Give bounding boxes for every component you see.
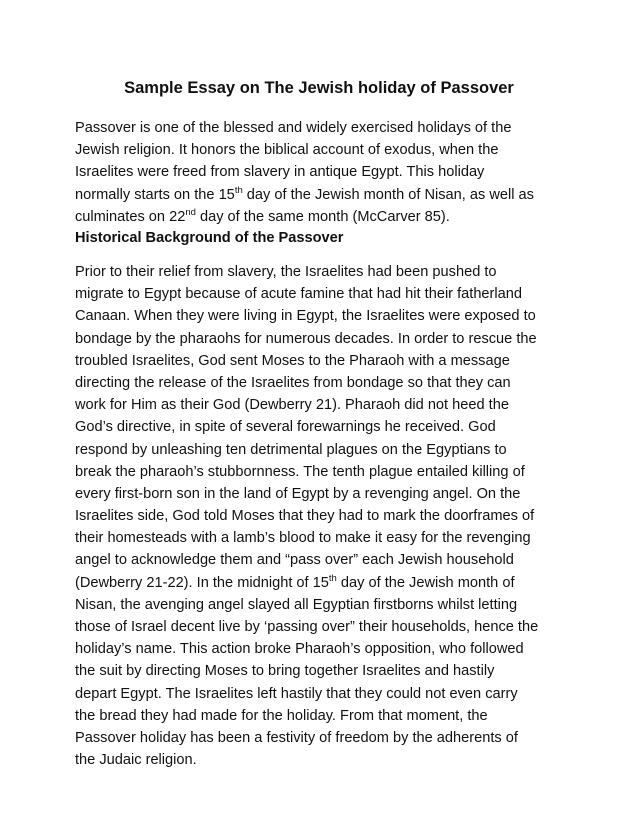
essay-title: Sample Essay on The Jewish holiday of Passover [124,79,514,97]
body-line-text: (Dewberry 21-22). In the midnight of 15 [75,574,329,591]
intro-line-text: day of the same month (McCarver 85). [195,208,450,225]
body-line: Prior to their relief from slavery, the Israelites had been pushed to [75,264,497,280]
body-line: Nisan, the avenging angel slayed all Egyptian firstborns whilst letting [75,596,518,613]
body-line: depart Egypt. The Israelites left hastily that they could not even carry [75,685,518,702]
body-paragraph [75,261,575,771]
body-line: migrate to Egypt because of acute famine that had hit their fatherland [75,286,523,303]
body-line: every first-born son in the land of Egypt by a revenging angel. On the [75,485,521,502]
intro-line-text: day of the Jewish month of Nisan, as well as [242,186,534,203]
body-line [75,572,575,594]
body-line: break the pharaoh’s stubbornness. The tenth plague entailed killing of [75,463,525,480]
ordinal-suffix: th [328,572,337,584]
intro-line [75,206,575,228]
intro-line-text: normally starts on the 15 [75,186,235,203]
body-line: Canaan. When they were living in Egypt, the Israelites were exposed to [75,308,536,325]
intro-paragraph [75,117,575,228]
body-line: troubled Israelites, God sent Moses to the Pharaoh with a message [75,352,510,369]
ordinal-suffix: th [234,184,243,196]
body-line: work for Him as their God (Dewberry 21). Pharaoh did not heed the [75,397,509,414]
body-line: the Judaic religion. [75,752,197,769]
body-line: angel to acknowledge them and “pass over” each Jewish household [75,552,514,569]
body-line: their homesteads with a lamb’s blood to make it easy for the revenging [75,530,531,547]
body-line: respond by unleashing ten detrimental plagues on the Egyptians to [75,441,507,458]
body-line: bondage by the pharaohs for numerous decades. In order to rescue the [75,330,537,347]
body-line: the suit by directing Moses to bring together Israelites and hastily [75,663,495,680]
ordinal-suffix: nd [185,206,196,218]
body-line: God’s directive, in spite of several forewarnings he received. God [75,419,496,436]
intro-line [75,184,575,206]
body-line: holiday’s name. This action broke Pharaoh’s opposition, who followed [75,641,524,658]
body-line: the bread they had made for the holiday. From that moment, the [75,707,488,724]
intro-line: Passover is one of the blessed and widely exercised holidays of the [75,120,512,136]
body-line-text: day of the Jewish month of [336,574,515,591]
body-line: Passover holiday has been a festivity of freedom by the adherents of [75,729,518,746]
section-heading: Historical Background of the Passover [75,230,344,246]
body-line: Israelites side, God told Moses that they had to mark the doorframes of [75,508,535,525]
body-line: those of Israel decent live by ‘passing over” their households, hence the [75,619,539,635]
body-line: directing the release of the Israelites from bondage so that they can [75,374,511,391]
intro-line: Israelites were freed from slavery in antique Egypt. This holiday [75,164,485,181]
intro-line-text: culminates on 22 [75,208,186,225]
intro-line: Jewish religion. It honors the biblical account of exodus, when the [75,142,499,159]
